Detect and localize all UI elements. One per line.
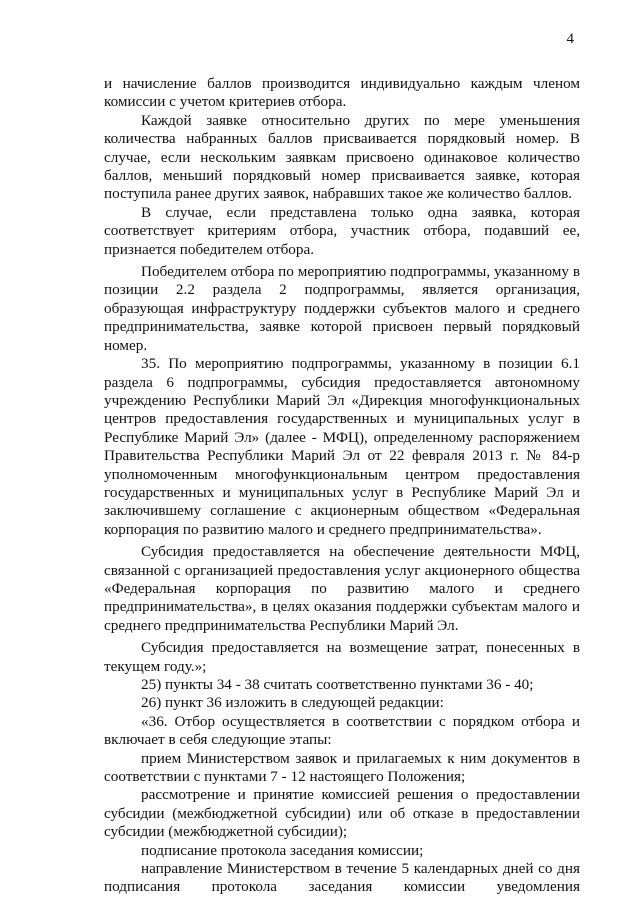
paragraph: 26) пункт 36 изложить в следующей редакции: bbox=[141, 694, 444, 712]
paragraph: рассмотрение и принятие комиссией решения о предоставлении субсидии (межбюджетной субсидии) или об отказе в предоставлении субсидии (межбюджетной субсидии); bbox=[104, 786, 580, 841]
paragraph: Субсидия предоставляется на обеспечение деятельности МФЦ, связанной с организацией предоставления услуг акционерного общества «Федеральная корпорация по развитию малого и среднего предпринимательства», в целях оказания поддержки субъектам малого и среднего предпринимательства Республики Марий Эл. bbox=[104, 543, 580, 634]
paragraph: «36. Отбор осуществляется в соответствии с порядком отбора и включает в себя следующие этапы: bbox=[104, 712, 580, 749]
paragraph: В случае, если представлена только одна заявка, которая соответствует критериям отбора, участник отбора, подавший ее, признается победителем отбора. bbox=[104, 203, 580, 258]
paragraph: направление Министерством в течение 5 календарных дней со дня подписания протокола заседания комиссии уведомления bbox=[104, 860, 580, 896]
paragraph: Субсидия предоставляется на возмещение затрат, понесенных в текущем году.»; bbox=[104, 639, 580, 675]
page-number: 4 bbox=[566, 31, 574, 47]
document-body bbox=[104, 75, 580, 897]
paragraph: подписание протокола заседания комиссии; bbox=[141, 841, 424, 859]
paragraph: Каждой заявке относительно других по мере уменьшения количества набранных баллов присваивается порядковый номер. В случае, если нескольким заявкам присвоено одинаковое количество баллов, меньший порядковый номер присваивается заявке, которая поступила ранее других заявок, набравших такое же количество баллов. bbox=[104, 111, 580, 203]
paragraph: прием Министерством заявок и прилагаемых к ним документов в соответствии с пунктами 7 - 12 настоящего Положения; bbox=[104, 749, 580, 786]
paragraph: и начисление баллов производится индивидуально каждым членом комиссии с учетом критериев отбора. bbox=[104, 75, 580, 111]
paragraph: 25) пункты 34 - 38 считать соответственно пунктами 36 - 40; bbox=[141, 676, 534, 693]
paragraph: 35. По мероприятию подпрограммы, указанному в позиции 6.1 раздела 6 подпрограммы, субсидия предоставляется автономному учреждению Республики Марий Эл «Дирекция многофункциональных центров предоставления государственных и муниципальных услуг в Республике Марий Эл» (далее - МФЦ), определенному распоряжением Правительства Республики Марий Эл от 22 февраля 2013 г. № 84-р уполномоченным многофункциональным центром предоставления государственных и муниципальных услуг в Республике Марий Эл и заключившему соглашение с акционерным обществом «Федеральная корпорация по развитию малого и среднего предпринимательства». bbox=[104, 355, 580, 538]
paragraph: Победителем отбора по мероприятию подпрограммы, указанному в позиции 2.2 раздела 2 подпрограммы, является организация, образующая инфраструктуру поддержки субъектов малого и среднего предпринимательства, заявке которой присвоен первый порядковый номер. bbox=[104, 263, 580, 354]
